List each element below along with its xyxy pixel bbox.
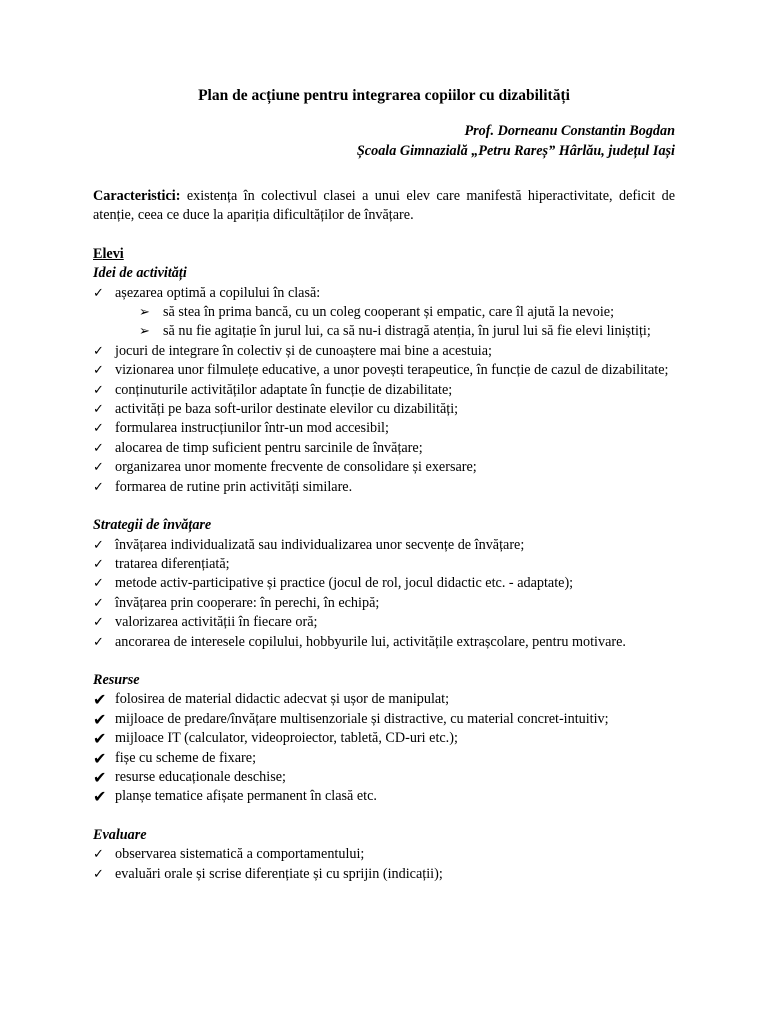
check-icon: ✓ [93, 615, 104, 631]
check-bold-icon: ✔ [93, 748, 107, 768]
sub-list-item: ➢ să nu fie agitație în jurul lui, ca să nu-i distragă atenția, în jurul lui să fie elevi liniștiți; [93, 322, 675, 341]
intro-label: Caracteristici: [93, 188, 181, 204]
list-item: ✓ conținuturile activităților adaptate în funcție de dizabilitate; [93, 381, 675, 400]
document-content [93, 84, 675, 884]
check-icon: ✓ [93, 343, 104, 359]
list-item: ✓ alocarea de timp suficient pentru sarcinile de învățare; [93, 439, 675, 458]
check-icon: ✓ [93, 479, 104, 495]
check-icon: ✓ [93, 595, 104, 611]
list-evaluare [93, 845, 675, 884]
list-item: ✔ resurse educaționale deschise; [93, 767, 286, 787]
section-heading-elevi: Elevi [93, 245, 124, 262]
check-icon: ✓ [93, 537, 104, 553]
check-bold-icon: ✔ [93, 690, 107, 710]
list-item: ✓ activități pe baza soft-urilor destinate elevilor cu dizabilități; [93, 400, 675, 419]
check-icon: ✓ [93, 363, 104, 379]
list-item: ✓ învățarea individualizată sau individualizarea unor secvențe de învățare; [93, 536, 675, 555]
list-item: ✓ valorizarea activității în fiecare oră; [93, 613, 675, 632]
list-item: ✓ învățarea prin cooperare: în perechi, în echipă; [93, 594, 675, 613]
intro-text: existența în colectivul clasei a unui elev care manifestă hiperactivitate, deficit de atenție, ceea ce duce la apariția dificultăților de învățare. [93, 188, 675, 224]
list-item: ✓ observarea sistematică a comportamentului; [93, 845, 675, 864]
check-icon: ✓ [93, 847, 104, 863]
list-item: ✓ metode activ-participative și practice (jocul de rol, jocul didactic etc. - adaptate); [93, 574, 675, 593]
section-heading-resurse: Resurse [93, 671, 140, 688]
check-bold-icon: ✔ [93, 709, 107, 729]
check-icon: ✓ [93, 440, 104, 456]
list-item: ✔ fișe cu scheme de fixare; [93, 748, 257, 768]
author-name: Prof. Dorneanu Constantin Bogdan [464, 123, 675, 139]
check-icon: ✓ [93, 382, 104, 398]
section-heading-evaluare: Evaluare [93, 826, 147, 843]
list-item: ✓ formularea instrucțiunilor într-un mod accesibil; [93, 419, 675, 438]
check-icon: ✓ [93, 285, 104, 301]
list-item: ✓ jocuri de integrare în colectiv și de cunoaștere mai bine a acestuia; [93, 342, 675, 361]
school-name: Școala Gimnazială „Petru Rareș” Hârlău, județul Iași [356, 142, 675, 159]
list-item: ✓ ancorarea de interesele copilului, hobbyurile lui, activitățile extrașcolare, pentru motivare. [93, 633, 675, 652]
list-item: ✔ folosirea de material didactic adecvat și ușor de manipulat; [93, 690, 450, 710]
intro-paragraph [93, 187, 675, 226]
subheading-idei: Idei de activități [93, 265, 187, 282]
sub-list-item: ➢ să stea în prima bancă, cu un coleg cooperant și empatic, care îl ajută la nevoie; [93, 303, 675, 322]
check-icon: ✓ [93, 402, 104, 418]
list-item: ✓ evaluări orale și scrise diferențiate și cu sprijin (indicații); [93, 865, 675, 884]
list-item: ✔ mijloace IT (calculator, videoproiector, tabletă, CD-uri etc.); [93, 729, 458, 749]
check-icon: ✓ [93, 576, 104, 592]
list-item: ✓ vizionarea unor filmulețe educative, a unor povești terapeutice, în funcție de cazul de dizabilitate; [93, 361, 675, 380]
check-icon: ✓ [93, 460, 104, 476]
list-item: ✓ formarea de rutine prin activități similare. [93, 478, 675, 497]
list-item: ✔ mijloace de predare/învățare multisenzoriale și distractive, cu material concret-intuitiv; [93, 709, 609, 729]
list-item: ✓ așezarea optimă a copilului în clasă: [93, 284, 675, 303]
check-icon: ✓ [93, 421, 104, 437]
list-resurse [93, 690, 675, 806]
arrow-icon: ➢ [139, 305, 150, 321]
section-heading-strategii: Strategii de învățare [93, 517, 212, 534]
check-icon: ✓ [93, 866, 104, 882]
check-bold-icon: ✔ [93, 729, 107, 749]
arrow-icon: ➢ [139, 324, 150, 340]
check-icon: ✓ [93, 556, 104, 572]
list-elevi [93, 284, 675, 497]
document-title: Plan de acțiune pentru integrarea copiilor cu dizabilități [198, 87, 570, 104]
list-strategii [93, 536, 675, 652]
list-item: ✔ planșe tematice afișate permanent în clasă etc. [93, 787, 377, 807]
check-bold-icon: ✔ [93, 767, 107, 787]
check-icon: ✓ [93, 634, 104, 650]
check-bold-icon: ✔ [93, 787, 107, 807]
list-item: ✓ organizarea unor momente frecvente de consolidare și exersare; [93, 458, 675, 477]
list-item: ✓ tratarea diferențiată; [93, 555, 675, 574]
